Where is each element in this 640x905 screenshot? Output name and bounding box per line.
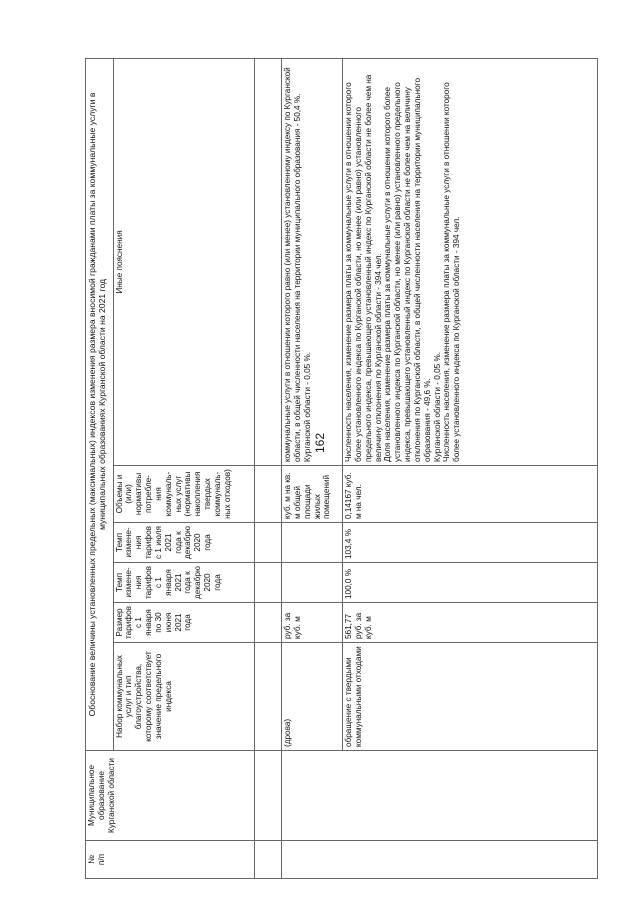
col-rate-jul-header: Темп измене-ния тарифов с 1 июля 2021 года к декабрю 2020 года — [113, 523, 254, 563]
number-cell — [282, 841, 598, 879]
spacer-cell — [255, 643, 282, 751]
table-row — [282, 58, 343, 878]
spacer-cell — [255, 603, 282, 643]
notes-cell: Численность населения, изменение размера платы за коммунальные услуги в отношении которого более установленного индекса по Курганской области, но менее (или равно) установленного предельного индекса, превышающего установленный индекс по Курганской области не более чем на величину отклонения по Курганской области - 394 чел. Доля населения, изменение размера платы за коммунальные услуги в отношении которого более установленного индекса по Курганской области, но менее (или равно) установленного предельного индекса, превышающего установленный индекс по Курганской области не более чем на величину отклонения по Курганской области, в общей численности населения на территории муниципального образования - 49,6 %. Курганской области - 0,05 %. Численность населения, изменение размера платы за коммунальные услуги в отношении которого более установленного индекса по Курганской области - 394 чел. — [343, 58, 598, 465]
rate-jan-cell — [282, 563, 343, 603]
group-header: Обоснование величины установленных предельных (максимальных) индексов изменения размера вносимой гражданами платы за коммунальные услуги в муниципальных образованиях Курганской области на 2021 год — [86, 58, 114, 750]
rate-jul-cell: 103,4 % — [343, 523, 598, 563]
spacer-cell — [255, 751, 282, 841]
col-number-header: № п/п — [86, 841, 255, 879]
tariff-cell: руб. за куб. м — [282, 603, 343, 643]
spacer-cell — [255, 523, 282, 563]
col-notes-header: Иные пояснения — [113, 58, 254, 465]
spacer-cell — [255, 563, 282, 603]
col-municipality-header: Муниципальное образование Курганской области — [86, 751, 255, 841]
col-tariff-header: Размер тарифов с 1 января по 30 июня 2021 года — [113, 603, 254, 643]
notes-cell: коммунальные услуги в отношении которого равно (или менее) установленному индексу по Курганской области, в общей численности населения на территории муниципального образования - 50,4 %. Курганской области - 0,05 %. — [282, 58, 343, 465]
page-number-text: 162 — [313, 432, 327, 454]
rate-jul-cell — [282, 523, 343, 563]
rotated-table-container — [85, 59, 598, 879]
col-volume-header: Объемы и (или) нормативы потребле-ния коммуналь-ных услуг (нормативы накопления твердых коммуналь-ных отходов) — [113, 466, 254, 523]
header-row-1 — [86, 58, 114, 878]
spacer-cell — [255, 58, 282, 465]
volume-cell: 0,14167 куб. м на чел. — [343, 466, 598, 523]
rate-jan-cell: 100,0 % — [343, 563, 598, 603]
set-cell: обращение с твердыми коммунальными отходами — [343, 643, 598, 751]
spacer-row — [255, 58, 282, 878]
justification-table — [85, 58, 598, 879]
volume-cell: куб. м на кв. м общей площади жилых помещений — [282, 466, 343, 523]
tariff-cell: 561,77 руб. за куб. м — [343, 603, 598, 643]
set-cell: (дрова) — [282, 643, 343, 751]
col-rate-jan-header: Темп измене-ния тарифов с 1 января 2021 года к декабрю 2020 года — [113, 563, 254, 603]
col-set-header: Набор коммунальных услуг и тип благоустройства, которому соответствует значение предельного индекса — [113, 643, 254, 751]
spacer-cell — [255, 841, 282, 879]
spacer-cell — [255, 466, 282, 523]
municipality-cell — [282, 751, 598, 841]
